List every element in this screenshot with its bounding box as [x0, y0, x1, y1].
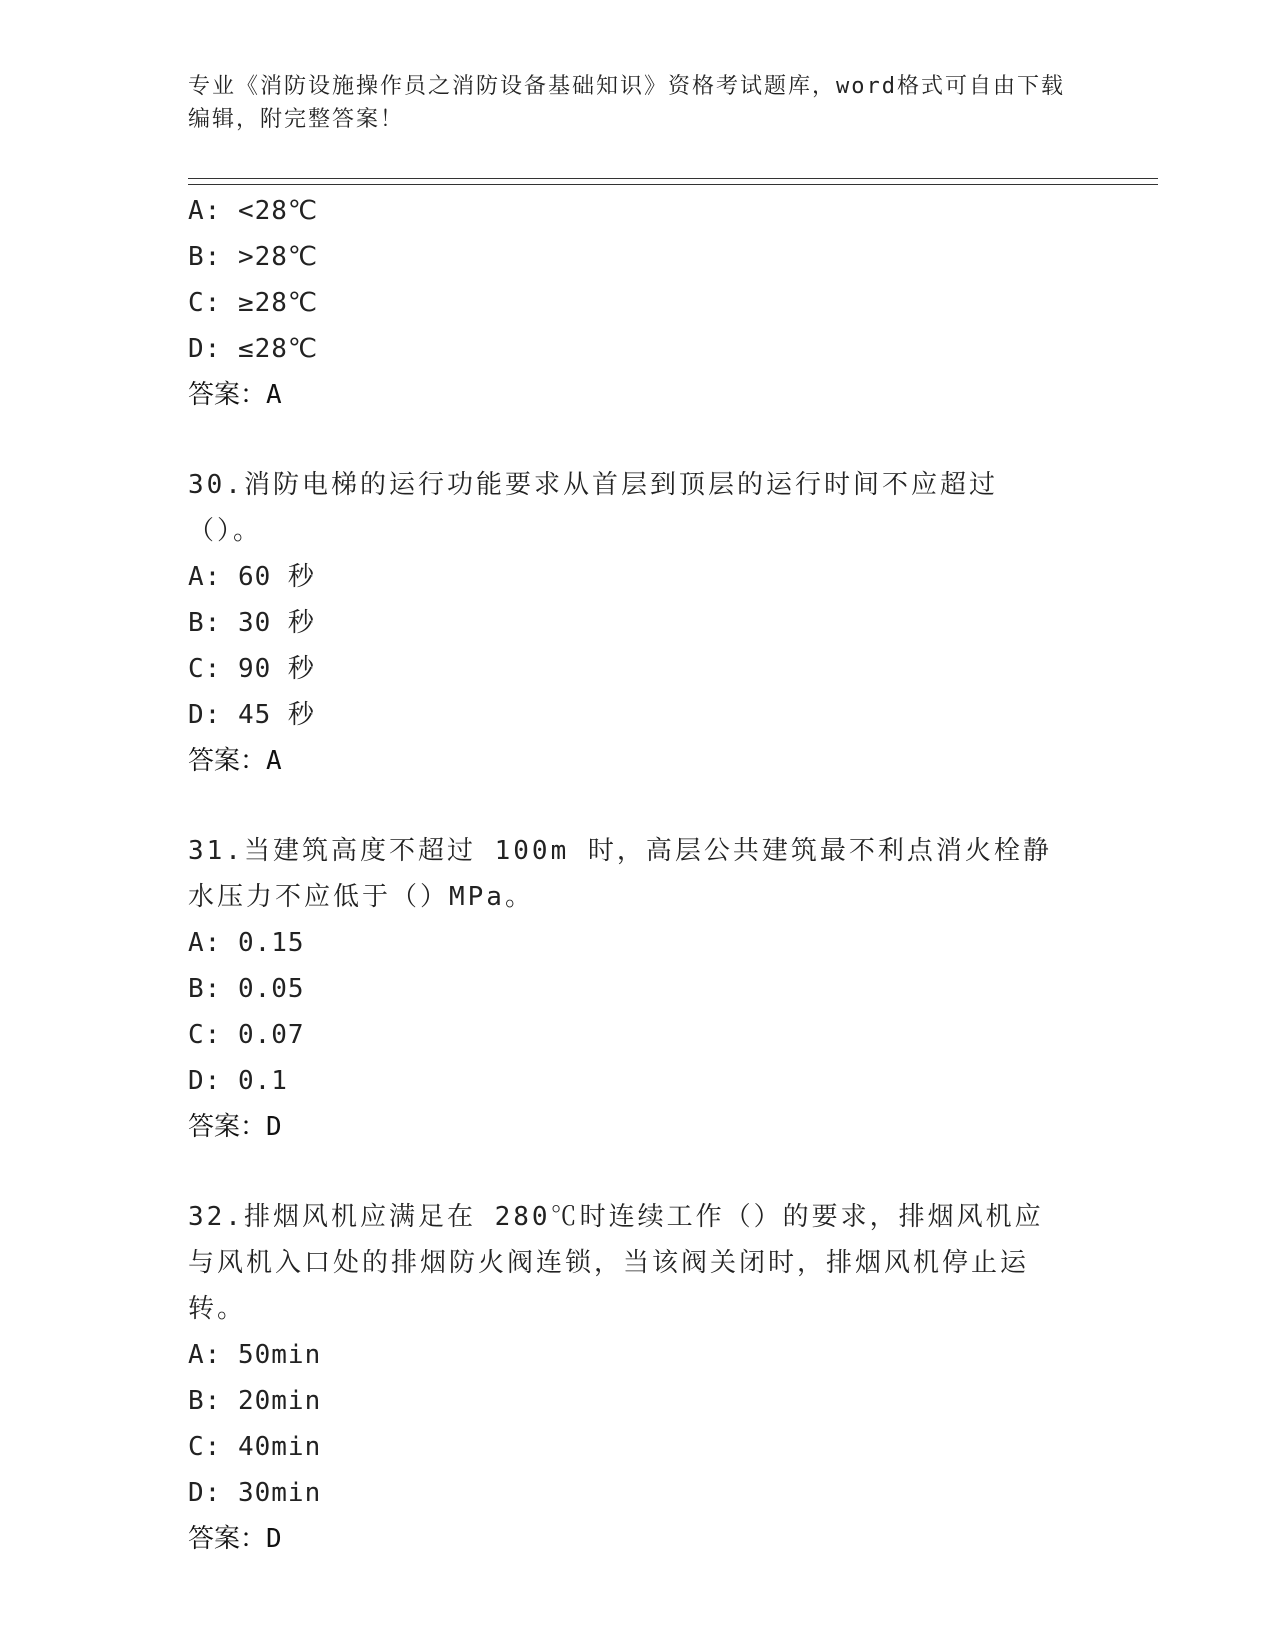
question-block-31 [188, 828, 1088, 1150]
answer-value: A [266, 380, 282, 410]
option-c: C: ≥28℃ [188, 288, 319, 318]
answer-line [188, 372, 1088, 418]
question-list [188, 188, 1088, 1562]
answer-line [188, 738, 1088, 784]
answer-value: D [266, 1112, 282, 1142]
answer-value: D [266, 1524, 282, 1554]
option-b: B: 30 秒 [188, 608, 315, 638]
option-a: A: 50min [188, 1340, 322, 1370]
answer-line [188, 1516, 1088, 1562]
option-a: A: <28℃ [188, 196, 319, 226]
document-header-text: 专业《消防设施操作员之消防设备基础知识》资格考试题库，word格式可自由下载编辑，附完整答案！ [188, 74, 1065, 132]
header-divider-top [188, 178, 1158, 179]
header-divider-bottom [188, 184, 1158, 185]
option-d: D: 0.1 [188, 1066, 288, 1096]
answer-line [188, 1104, 1088, 1150]
option-b: B: 20min [188, 1386, 322, 1416]
answer-label: 答案： [188, 1112, 267, 1142]
option-c: C: 40min [188, 1432, 322, 1462]
option-d: D: 30min [188, 1478, 322, 1508]
question-block-29 [188, 188, 1088, 418]
answer-label: 答案： [188, 746, 267, 776]
option-d: D: ≤28℃ [188, 334, 319, 364]
question-text: 30.消防电梯的运行功能要求从首层到顶层的运行时间不应超过（）。 [188, 470, 998, 546]
option-b: B: >28℃ [188, 242, 319, 272]
option-c: C: 0.07 [188, 1020, 305, 1050]
option-d: D: 45 秒 [188, 700, 315, 730]
question-text: 31.当建筑高度不超过 100m 时，高层公共建筑最不利点消火栓静水压力不应低于（）MPa。 [188, 836, 1052, 912]
option-c: C: 90 秒 [188, 654, 315, 684]
question-text: 32.排烟风机应满足在 280℃时连续工作（）的要求，排烟风机应与风机入口处的排烟防火阀连锁，当该阀关闭时，排烟风机停止运转。 [188, 1202, 1044, 1324]
option-a: A: 60 秒 [188, 562, 315, 592]
answer-label: 答案： [188, 380, 267, 410]
answer-label: 答案： [188, 1524, 267, 1554]
option-b: B: 0.05 [188, 974, 305, 1004]
question-block-32 [188, 1194, 1088, 1562]
question-block-30 [188, 462, 1088, 784]
answer-value: A [266, 746, 282, 776]
option-a: A: 0.15 [188, 928, 305, 958]
